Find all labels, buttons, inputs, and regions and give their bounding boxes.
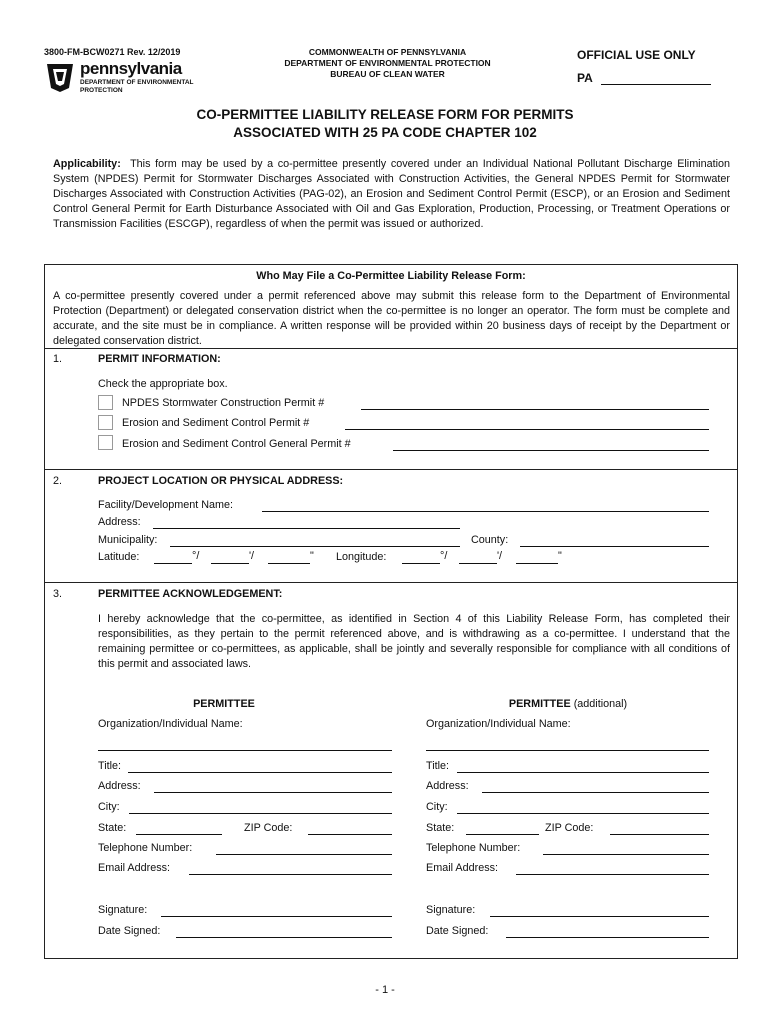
agency-block	[255, 47, 520, 80]
longitude-seconds-field[interactable]	[516, 563, 558, 564]
phone-label-2: Telephone Number:	[426, 842, 521, 854]
form-id: 3800-FM-BCW0271 Rev. 12/2019	[44, 47, 181, 57]
divider	[44, 582, 738, 583]
escp-label: Erosion and Sediment Control Permit #	[122, 417, 310, 429]
min-symbol: '/	[249, 550, 255, 562]
sec-symbol: "	[310, 550, 314, 562]
logo-wordmark: pennsylvania	[80, 59, 182, 78]
section2-number: 2.	[53, 475, 63, 487]
phone-label: Telephone Number:	[98, 842, 193, 854]
email-field-2[interactable]	[516, 874, 709, 875]
agency-line3: BUREAU OF CLEAN WATER	[330, 69, 445, 79]
escgp-checkbox[interactable]	[98, 435, 113, 450]
form-title-line2: ASSOCIATED WITH 25 PA CODE CHAPTER 102	[233, 125, 537, 140]
state-label-2: State:	[426, 822, 455, 834]
deg-symbol: °/	[440, 550, 448, 562]
signature-label: Signature:	[98, 904, 148, 916]
page-number: - 1 -	[375, 984, 395, 996]
latitude-label: Latitude:	[98, 551, 140, 563]
zip-label: ZIP Code:	[244, 822, 293, 834]
date-signed-field-2[interactable]	[506, 937, 709, 938]
acknowledgement-text: I hereby acknowledge that the co-permittee, as identified in Section 4 of this Liability Release Form, has completed their responsibilities, as they pertain to the permit referenced above, and is withdrawing as a co-permittee. I understand that the remaining permittee or co-permittees, as applicable, shall be jointly and severally responsible for compliance with all conditions of this permit and associated laws.	[98, 613, 730, 670]
zip-field[interactable]	[308, 834, 392, 835]
deg-symbol: °/	[192, 550, 200, 562]
longitude-degrees-field[interactable]	[402, 563, 440, 564]
section2-heading: PROJECT LOCATION OR PHYSICAL ADDRESS:	[98, 475, 344, 487]
zip-field-2[interactable]	[610, 834, 709, 835]
county-field[interactable]	[520, 546, 709, 547]
who-may-file-title: Who May File a Co-Permittee Liability Release Form:	[256, 270, 526, 282]
email-label-2: Email Address:	[426, 862, 499, 874]
address-label: Address:	[98, 780, 141, 792]
address-field-2[interactable]	[482, 792, 709, 793]
municipality-field[interactable]	[170, 546, 460, 547]
date-signed-label: Date Signed:	[98, 925, 161, 937]
org-name-label: Organization/Individual Name:	[98, 718, 243, 730]
title-label-2: Title:	[426, 760, 449, 772]
address-label: Address:	[98, 516, 141, 528]
official-use-label: OFFICIAL USE ONLY	[577, 48, 696, 62]
longitude-label: Longitude:	[336, 551, 387, 563]
title-field-2[interactable]	[457, 772, 709, 773]
agency-line1: COMMONWEALTH OF PENNSYLVANIA	[308, 47, 467, 57]
facility-field[interactable]	[262, 511, 709, 512]
date-signed-label-2: Date Signed:	[426, 925, 489, 937]
who-may-file-text: A co-permittee presently covered under a permit referenced above may submit this release form to the Department of Environmental Protection (Department) or delegated conservation district when the co-permittee is no longer an operator. The form must be complete and accurate, and the site must be in compliance. A written response will be provided within 20 business days of receipt by the Department or delegated conservation district.	[53, 290, 730, 347]
pa-logo	[44, 60, 224, 96]
escp-permit-field[interactable]	[345, 429, 709, 430]
city-label: City:	[98, 801, 120, 813]
section1-number: 1.	[53, 353, 63, 365]
address-label-2: Address:	[426, 780, 469, 792]
section1-heading: PERMIT INFORMATION:	[98, 353, 221, 365]
agency-line2: DEPARTMENT OF ENVIRONMENTAL PROTECTION	[284, 58, 491, 68]
org-name-field-2[interactable]	[426, 750, 709, 751]
org-name-label-2: Organization/Individual Name:	[426, 718, 571, 730]
permittee-additional-title-main: PERMITTEE	[508, 698, 571, 710]
facility-label: Facility/Development Name:	[98, 499, 234, 511]
permittee-additional-suffix: (additional)	[573, 698, 628, 710]
county-label: County:	[471, 534, 509, 546]
municipality-label: Municipality:	[98, 534, 158, 546]
date-signed-field[interactable]	[176, 937, 392, 938]
divider	[44, 348, 738, 349]
email-field[interactable]	[189, 874, 392, 875]
longitude-minutes-field[interactable]	[459, 563, 497, 564]
logo-department	[80, 79, 194, 95]
city-label-2: City:	[426, 801, 448, 813]
applicability-label: Applicability:	[53, 158, 121, 170]
latitude-degrees-field[interactable]	[154, 563, 192, 564]
city-field[interactable]	[129, 813, 392, 814]
title-field[interactable]	[128, 772, 392, 773]
escp-checkbox[interactable]	[98, 415, 113, 430]
title-label: Title:	[98, 760, 121, 772]
npdes-label: NPDES Stormwater Construction Permit #	[122, 397, 325, 409]
form-title	[60, 106, 710, 142]
applicability-paragraph	[53, 157, 730, 232]
logo-dept-line1: DEPARTMENT OF ENVIRONMENTAL	[80, 79, 194, 86]
signature-field-2[interactable]	[490, 916, 709, 917]
npdes-permit-field[interactable]	[361, 409, 709, 410]
state-label: State:	[98, 822, 127, 834]
section3-heading: PERMITTEE ACKNOWLEDGEMENT:	[98, 588, 283, 600]
latitude-seconds-field[interactable]	[268, 563, 310, 564]
keystone-icon	[44, 60, 76, 94]
logo-dept-line2: PROTECTION	[80, 87, 123, 94]
phone-field-2[interactable]	[543, 854, 709, 855]
signature-label-2: Signature:	[426, 904, 476, 916]
address-field[interactable]	[153, 528, 460, 529]
address-field[interactable]	[154, 792, 392, 793]
applicability-text: This form may be used by a co-permittee presently covered under an Individual National Pollutant Discharge Elimination System (NPDES) Permit for Stormwater Discharges Associated with Construction Activities, the General NPDES Permit for Stormwater Discharges Associated with Construction Activities (PAG-02), an Erosion and Sediment Control Permit (ESCP), or an Erosion and Sediment Control General Permit for Earth Disturbance Associated with Oil and Gas Exploration, Production, Processing, or Treatment Operations or Transmission Facilities (ESCGP), regardless of when the permit was issued or authorized.	[53, 158, 730, 230]
escgp-permit-field[interactable]	[393, 450, 709, 451]
sec-symbol: "	[558, 550, 562, 562]
city-field-2[interactable]	[457, 813, 709, 814]
npdes-checkbox[interactable]	[98, 395, 113, 410]
pa-number-row	[577, 71, 711, 85]
form-title-line1: CO-PERMITTEE LIABILITY RELEASE FORM FOR PERMITS	[196, 107, 574, 122]
section3-number: 3.	[53, 588, 63, 600]
pa-number-field[interactable]	[601, 73, 711, 85]
email-label: Email Address:	[98, 862, 171, 874]
divider	[44, 469, 738, 470]
signature-field[interactable]	[161, 916, 392, 917]
permittee-additional-title	[426, 698, 710, 710]
state-field-2[interactable]	[466, 834, 539, 835]
permittee-title: PERMITTEE	[193, 698, 255, 710]
org-name-field[interactable]	[98, 750, 392, 751]
zip-label-2: ZIP Code:	[545, 822, 594, 834]
state-field[interactable]	[136, 834, 222, 835]
phone-field[interactable]	[216, 854, 392, 855]
latitude-minutes-field[interactable]	[211, 563, 249, 564]
min-symbol: '/	[497, 550, 503, 562]
section1-instruction: Check the appropriate box.	[98, 378, 228, 390]
escgp-label: Erosion and Sediment Control General Permit #	[122, 438, 351, 450]
pa-label: PA	[577, 71, 593, 85]
